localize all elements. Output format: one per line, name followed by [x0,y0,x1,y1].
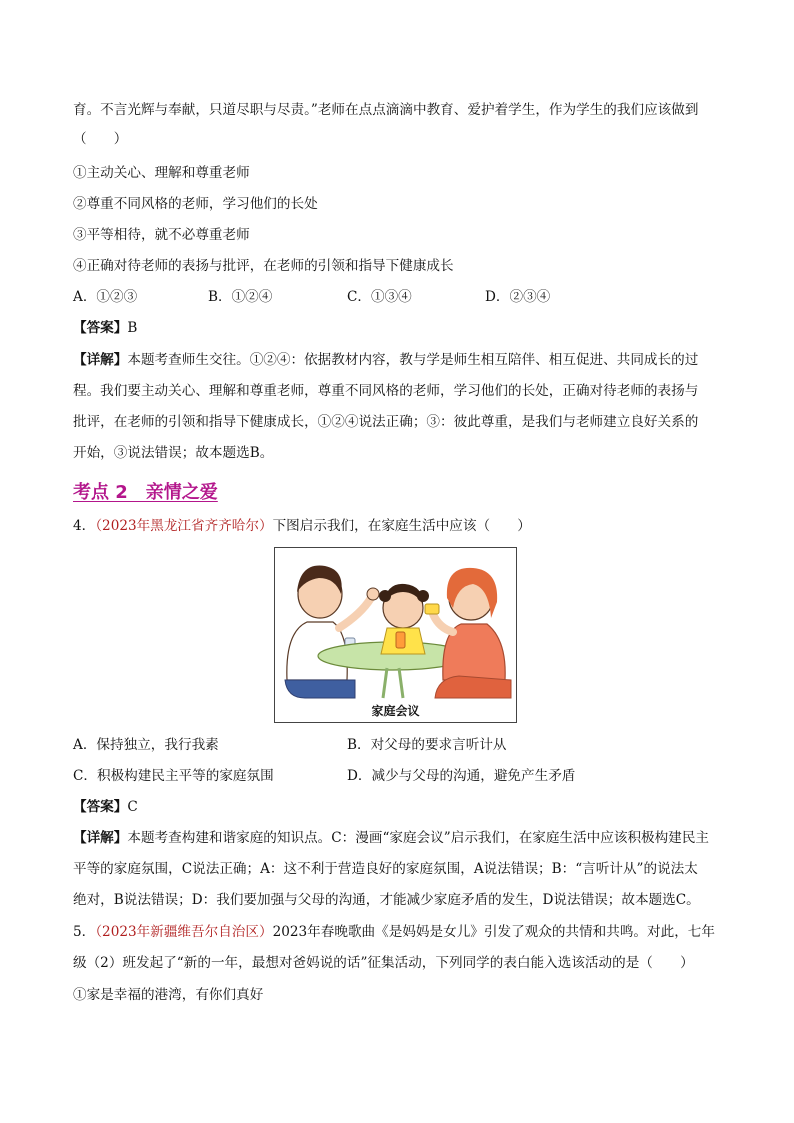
q4-detail-line2: 平等的家庭氛围，C说法正确；A：这不利于营造良好的家庭氛围，A说法错误；B：“言听计从”的说法太 [73,861,698,877]
q3-stem-line1: 育。不言光辉与奉献，只道尽职与尽责。”老师在点点滴滴中教育、爱护着学生，作为学生的我们应该做到 [73,102,699,118]
q3-answer-blank: （ ） [73,131,128,147]
family-meeting-illustration [274,547,517,723]
q4-option-d: D．减少与父母的沟通，避免产生矛盾 [347,768,576,784]
section-heading: 考点 2 亲情之爱 [73,482,218,503]
q3-option-c: C．①③④ [347,289,412,305]
q4-option-c: C．积极构建民主平等的家庭氛围 [73,768,274,784]
answer-label: 【答案】 [73,799,128,815]
q3-detail-line3: 批评，在老师的引领和指导下健康成长，①②④说法正确；③：彼此尊重，是我们与老师建立良好关系的 [73,414,699,430]
q5-item-1: ①家是幸福的港湾，有你们真好 [73,987,264,1003]
q3-option-d: D．②③④ [485,289,551,305]
q4-detail-line3: 绝对，B说法错误；D：我们要加强与父母的沟通，才能减少家庭矛盾的发生，D说法错误；故本题选C。 [73,892,700,908]
q3-detail-line2: 程。我们要主动关心、理解和尊重老师，尊重不同风格的老师，学习他们的长处，正确对待老师的表扬与 [73,383,699,399]
q3-item-1: ①主动关心、理解和尊重老师 [73,165,250,181]
q4-option-a: A．保持独立，我行我素 [73,737,219,753]
q5-source: （2023年新疆维吾尔自治区） [95,924,273,940]
answer-value: B [127,320,138,336]
q3-option-a: A．①②③ [73,289,138,305]
q4-source: （2023年黑龙江省齐齐哈尔） [95,518,273,534]
q3-item-3: ③平等相待，就不必尊重老师 [73,227,250,243]
q4-answer [73,797,138,817]
answer-label: 【答案】 [73,320,128,336]
q4-stem: 4．（2023年黑龙江省齐齐哈尔）下图启示我们，在家庭生活中应该（ ） [73,518,531,534]
q3-answer [73,318,137,338]
detail-label: 【详解】 [73,830,128,846]
family-meeting-cartoon [275,548,516,722]
q3-item-2: ②尊重不同风格的老师，学习他们的长处 [73,196,318,212]
q4-option-b: B．对父母的要求言听计从 [347,737,507,753]
figure-caption: 家庭会议 [371,704,420,718]
q3-item-4: ④正确对待老师的表扬与批评，在老师的引领和指导下健康成长 [73,258,454,274]
q3-option-b: B．①②④ [208,289,273,305]
detail-label: 【详解】 [73,352,128,368]
q5-stem-line2: 级（2）班发起了“新的一年，最想对爸妈说的话”征集活动，下列同学的表白能入选该活动的是（ ） [73,955,694,971]
q5-stem-line1: 5．（2023年新疆维吾尔自治区）2023年春晚歌曲《是妈妈是女儿》引发了观众的共情和共鸣。对此，七年 [73,924,715,940]
q3-detail-line1: 【详解】本题考查师生交往。①②④：依据教材内容，教与学是师生相互陪伴、相互促进、共同成长的过 [73,352,699,368]
q4-detail-line1: 【详解】本题考查构建和谐家庭的知识点。C：漫画“家庭会议”启示我们，在家庭生活中应该积极构建民主 [73,830,710,846]
q3-detail-line4: 开始，③说法错误；故本题选B。 [73,445,274,461]
answer-value: C [127,799,138,815]
